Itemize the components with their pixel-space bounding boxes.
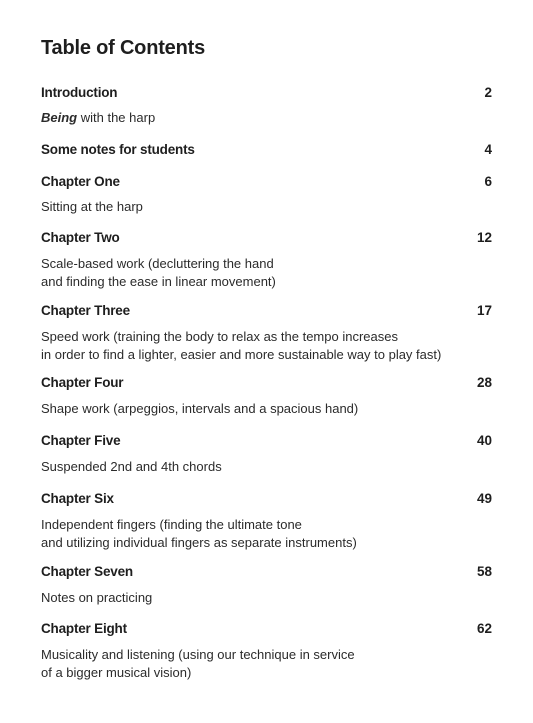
description-line: Speed work (training the body to relax as the tempo increases <box>41 329 398 344</box>
description-line: Shape work (arpeggios, intervals and a spacious hand) <box>41 401 359 416</box>
toc-entry-description <box>41 328 441 364</box>
toc-entry-title: Chapter Six <box>41 491 114 506</box>
toc-entry-title: Chapter Three <box>41 303 130 318</box>
toc-page-number: 28 <box>476 375 492 390</box>
toc-page-number: 12 <box>476 230 492 245</box>
toc-entry-description <box>41 458 222 476</box>
toc-page-number: 58 <box>476 564 492 579</box>
description-line: of a bigger musical vision) <box>41 665 192 680</box>
toc-entry-title: Chapter Seven <box>41 564 133 579</box>
description-line: Suspended 2nd and 4th chords <box>41 459 222 474</box>
toc-entry-description <box>41 516 357 552</box>
description-line: in order to find a lighter, easier and more sustainable way to play fast) <box>41 347 442 362</box>
description-line: and utilizing individual fingers as separate instruments) <box>41 535 357 550</box>
description-line: Notes on practicing <box>41 590 153 605</box>
toc-entry-description <box>41 646 355 682</box>
description-line: Sitting at the harp <box>41 199 143 214</box>
toc-page-number: 2 <box>484 85 492 100</box>
toc-entry-title: Chapter Two <box>41 230 120 245</box>
toc-page-number: 49 <box>476 491 492 506</box>
toc-entry-description <box>41 109 155 127</box>
description-line: and finding the ease in linear movement) <box>41 274 276 289</box>
toc-entry-title: Chapter Five <box>41 433 121 448</box>
page-title: Table of Contents <box>41 37 206 59</box>
toc-page-number: 62 <box>476 621 492 636</box>
toc-entry-description <box>41 400 358 418</box>
toc-page-number: 17 <box>476 303 492 318</box>
toc-page-number: 4 <box>484 142 492 157</box>
toc-entry-title: Introduction <box>41 85 118 100</box>
toc-entry-title: Some notes for students <box>41 142 195 157</box>
toc-entry-title: Chapter Eight <box>41 621 127 636</box>
toc-entry-title: Chapter Four <box>41 375 124 390</box>
toc-page-number: 6 <box>484 174 492 189</box>
description-line: Independent fingers (finding the ultimate tone <box>41 517 302 532</box>
toc-entry-description <box>41 589 152 607</box>
description-text: with the harp <box>77 110 156 125</box>
description-line: Scale-based work (decluttering the hand <box>41 256 274 271</box>
description-line: Musicality and listening (using our technique in service <box>41 647 355 662</box>
toc-entry-title: Chapter One <box>41 174 120 189</box>
toc-entry-description <box>41 255 276 291</box>
emphasis-text: Being <box>41 110 78 125</box>
toc-entry-description <box>41 198 143 216</box>
toc-page-number: 40 <box>476 433 492 448</box>
